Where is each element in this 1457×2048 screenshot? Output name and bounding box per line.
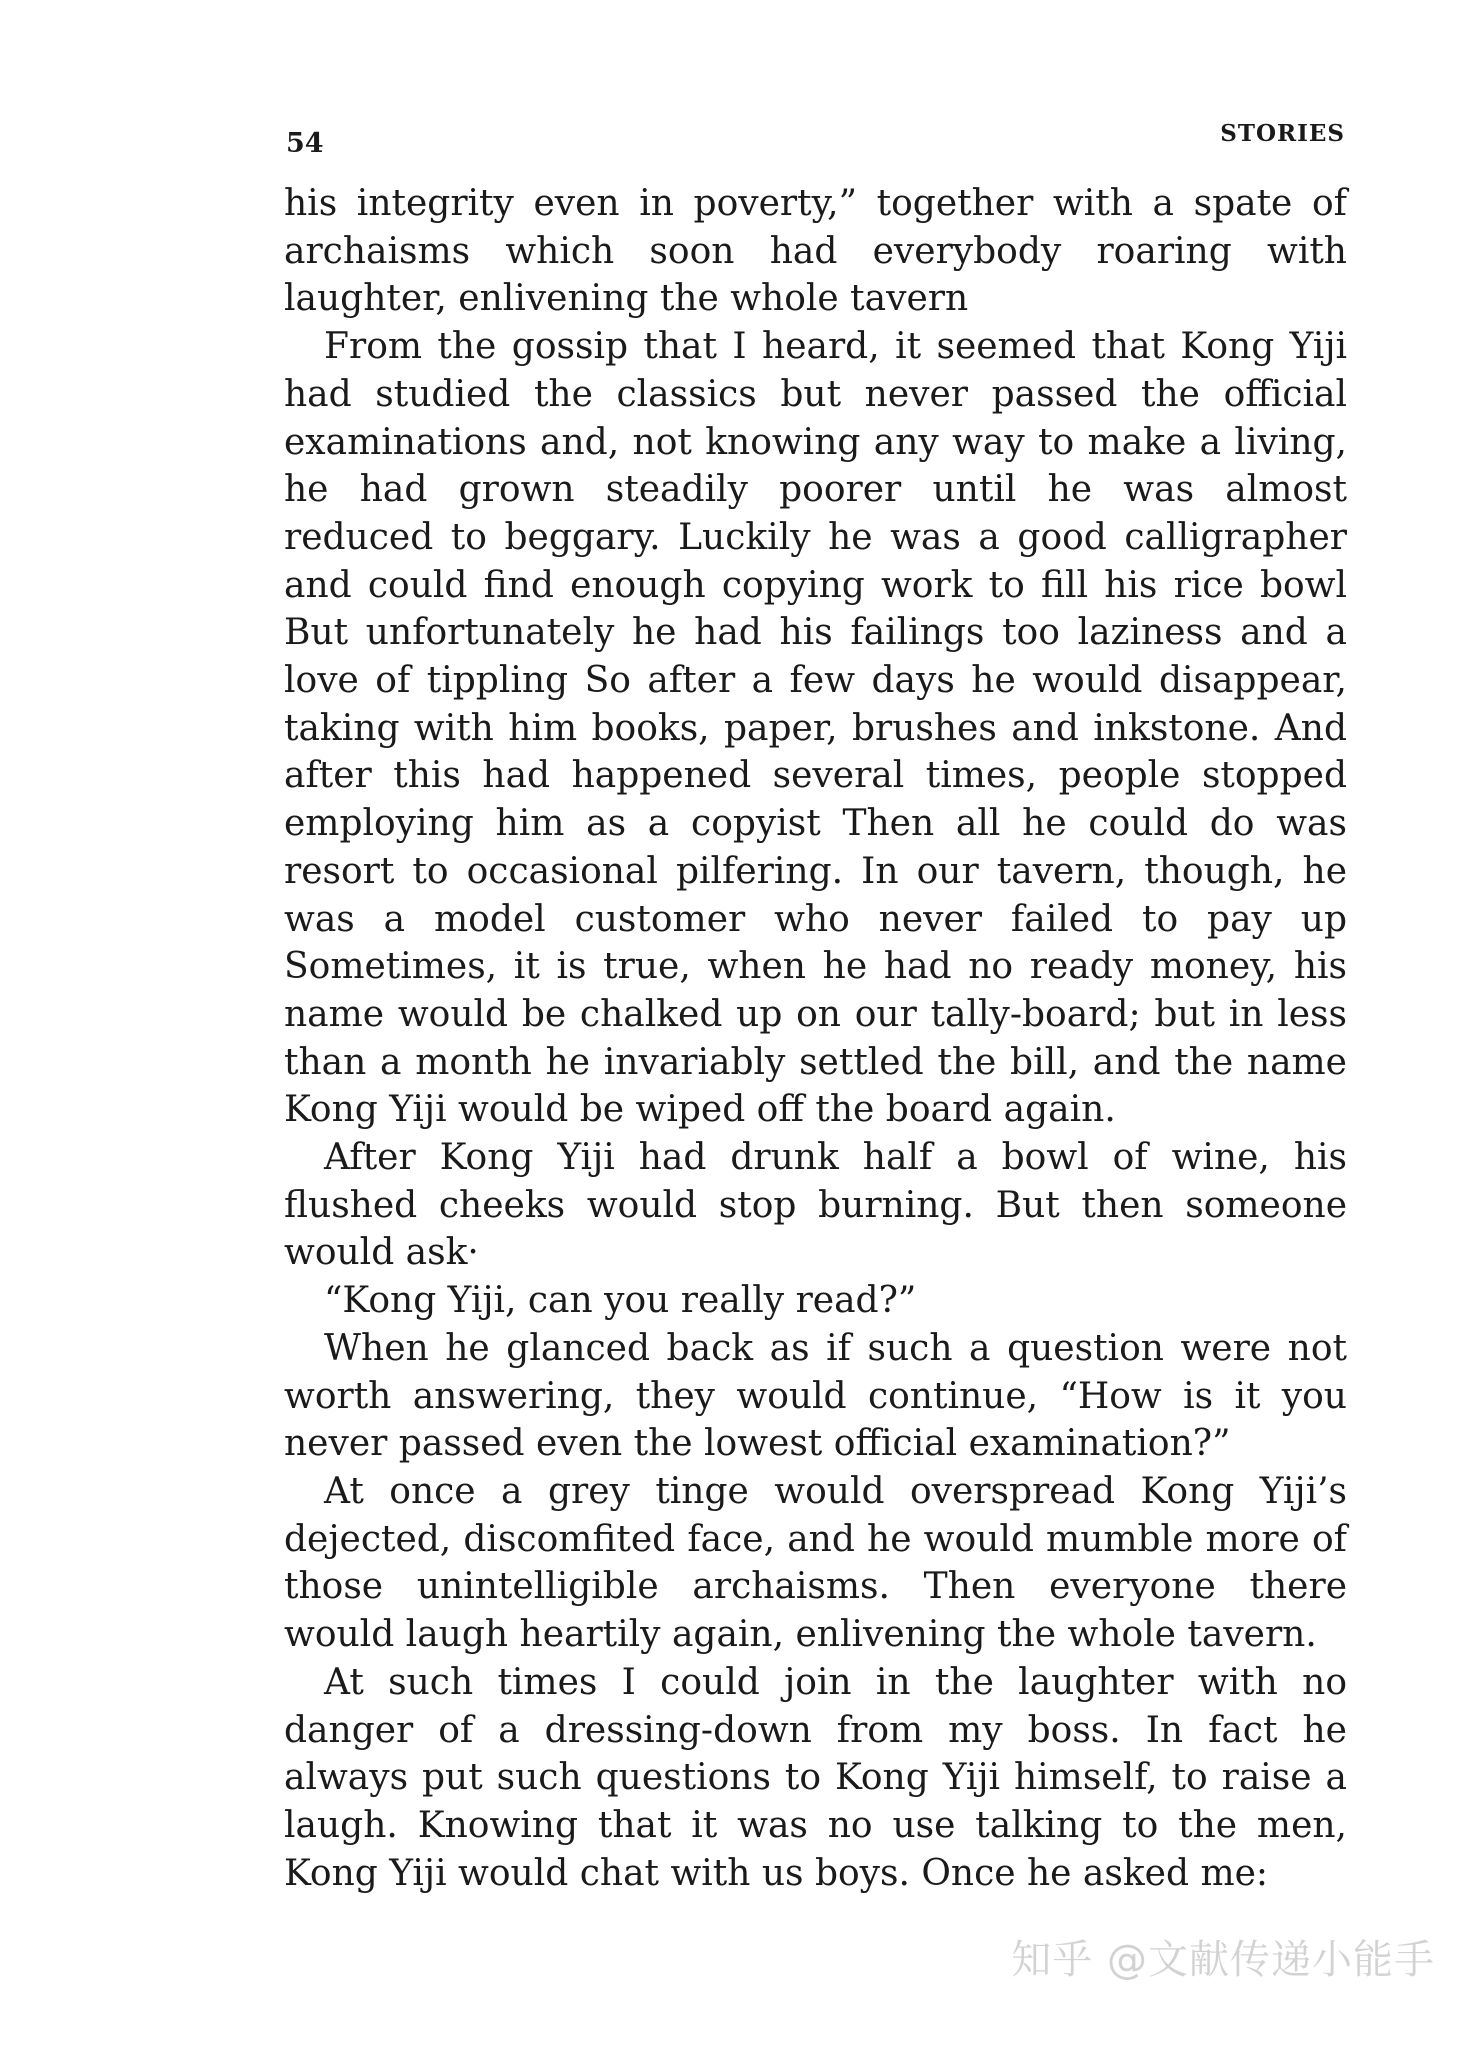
body-text <box>284 180 1347 1897</box>
page-number: 54 <box>286 128 324 159</box>
paragraph-glanced-back: When he glanced back as if such a question were not worth answering, they would continue, “How is it you never passed even the lowest official examination?” <box>284 1327 1347 1465</box>
paragraph-grey-tinge: At once a grey tinge would overspread Kong Yiji’s dejected, discomfited face, and he would mumble more of those unintelligible archaisms. Then everyone there would laugh heartily again, enlivening the whole tavern. <box>284 1470 1347 1656</box>
paragraph-continued: his integrity even in poverty,” together with a spate of archaisms which soon had everybody roaring with laughter, enlivening the whole tavern <box>284 183 1347 320</box>
paragraph-such-times: At such times I could join in the laughter with no danger of a dressing-down from my boss. In fact he always put such questions to Kong Yiji himself, to raise a laugh. Knowing that it was no use talking to the men, Kong Yiji would chat with us boys. Once he asked me: <box>284 1661 1347 1894</box>
watermark: 知乎 @文献传递小能手 <box>1011 1937 1435 1983</box>
paragraph-can-you-read: “Kong Yiji, can you really read?” <box>324 1280 917 1322</box>
paragraph-half-bowl: After Kong Yiji had drunk half a bowl of wine, his flushed cheeks would stop burning. But then someone would ask· <box>284 1137 1347 1274</box>
running-head: STORIES <box>1220 120 1345 147</box>
paragraph-gossip: From the gossip that I heard, it seemed that Kong Yiji had studied the classics but never passed the official examinations and, not knowing any way to make a living, he had grown steadily poorer until he was almost reduced to beggary. Luckily he was a good calligrapher and could find enough copying work to fill his rice bowl But unfortunately he had his failings too laziness and a love of tippling So after a few days he would disappear, taking with him books, paper, brushes and inkstone. And after this had happened several times, people stopped employing him as a copyist Then all he could do was resort to occasional pilfering. In our tavern, though, he was a model customer who never failed to pay up Sometimes, it is true, when he had no ready money, his name would be chalked up on our tally-board; but in less than a month he invariably settled the bill, and the name Kong Yiji would be wiped off the board again. <box>284 326 1347 1131</box>
